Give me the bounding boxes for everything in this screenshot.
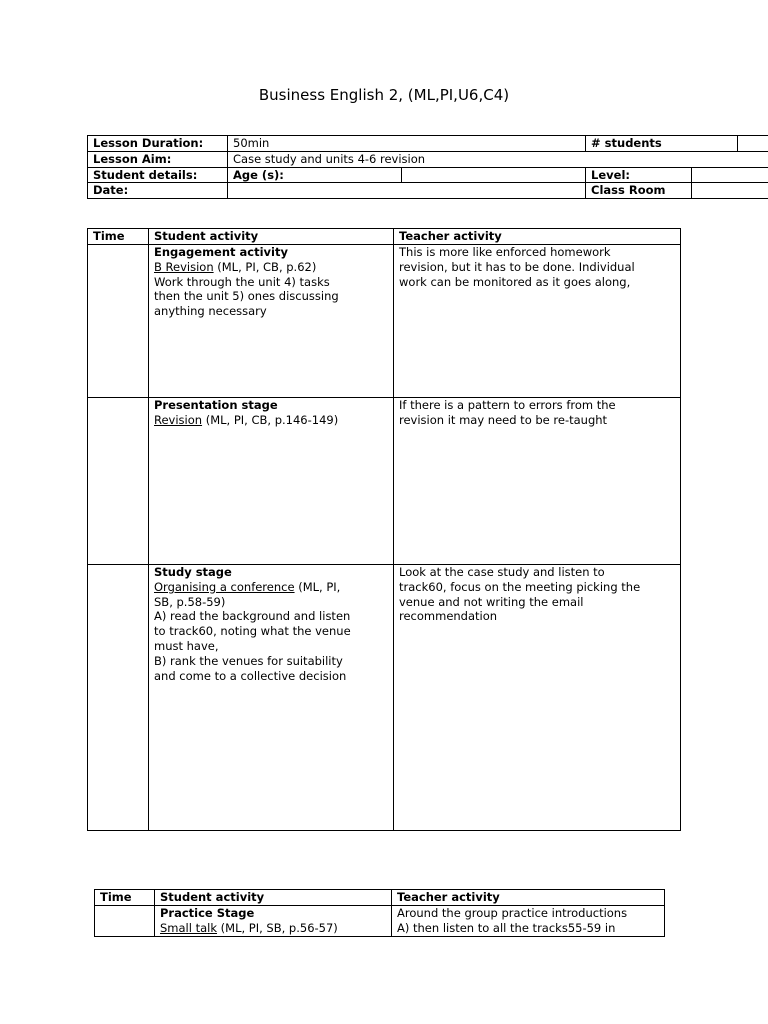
- teacher-line: recommendation: [399, 609, 498, 624]
- student-activity-cell: [149, 245, 394, 398]
- students-value: [738, 136, 768, 152]
- page-title: Business English 2, (ML,PI,U6,C4): [258, 86, 510, 104]
- student-activity-cell: [155, 905, 392, 936]
- teacher-line: If there is a pattern to errors from the: [399, 398, 616, 412]
- activity-link: B Revision: [154, 259, 214, 274]
- time-header: Time: [88, 229, 149, 245]
- teacher-line: This is more like enforced homework: [399, 245, 611, 259]
- student-activity-header: Student activity: [155, 890, 392, 906]
- time-cell: [88, 245, 149, 398]
- teacher-activity-header: Teacher activity: [392, 890, 665, 906]
- student-activity-header: Student activity: [149, 229, 394, 245]
- activity-line: B) rank the venues for suitability: [154, 653, 343, 668]
- activity-line: anything necessary: [154, 304, 267, 319]
- activity-line: A) read the background and listen: [154, 609, 351, 624]
- table-row: [88, 565, 681, 831]
- teacher-activity-cell: [394, 565, 681, 831]
- time-header: Time: [95, 890, 155, 906]
- teacher-line: A) then listen to all the tracks55-59 in: [397, 920, 616, 935]
- time-cell: [95, 905, 155, 936]
- student-activity-cell: [149, 565, 394, 831]
- activity-line: SB, p.58-59): [154, 594, 226, 609]
- activity-line: then the unit 5) ones discussing: [154, 289, 339, 304]
- lesson-plan-table: [87, 228, 681, 831]
- activity-line: must have,: [154, 638, 219, 653]
- teacher-line: Look at the case study and listen to: [399, 565, 605, 579]
- teacher-activity-cell: [392, 905, 665, 936]
- activity-link: Revision: [154, 412, 203, 427]
- teacher-activity-header: Teacher activity: [394, 229, 681, 245]
- activity-link: Small talk: [160, 920, 218, 935]
- class-room-label: Class Room: [586, 183, 692, 199]
- lesson-aim-value: Case study and units 4-6 revision: [228, 151, 768, 167]
- stage-title: Practice Stage: [160, 905, 255, 920]
- stage-title: Presentation stage: [154, 398, 278, 412]
- lesson-plan-table-continued: [94, 889, 665, 937]
- teacher-activity-cell: [394, 245, 681, 398]
- table-row: [88, 245, 681, 398]
- age-value: [402, 167, 586, 183]
- activity-reference: (ML, PI,: [294, 579, 341, 594]
- activity-link: Organising a conference: [154, 579, 295, 594]
- age-label: Age (s):: [228, 167, 402, 183]
- teacher-line: work can be monitored as it goes along,: [399, 274, 631, 289]
- lesson-duration-value: 50min: [228, 136, 586, 152]
- teacher-activity-cell: [394, 398, 681, 565]
- level-label: Level:: [586, 167, 692, 183]
- students-label: # students: [586, 136, 738, 152]
- teacher-line: revision it may need to be re-taught: [399, 412, 608, 427]
- stage-title: Study stage: [154, 565, 232, 579]
- teacher-line: track60, focus on the meeting picking the: [399, 579, 641, 594]
- activity-reference: (ML, PI, CB, p.62): [213, 259, 317, 274]
- table-row: [88, 398, 681, 565]
- lesson-duration-label: Lesson Duration:: [88, 136, 228, 152]
- teacher-line: revision, but it has to be done. Individual: [399, 259, 635, 274]
- time-cell: [88, 565, 149, 831]
- teacher-line: venue and not writing the email: [399, 594, 584, 609]
- date-label: Date:: [88, 183, 228, 199]
- time-cell: [88, 398, 149, 565]
- level-value: [692, 167, 768, 183]
- date-value: [228, 183, 586, 199]
- table-row: [95, 905, 665, 936]
- activity-line: Work through the unit 4) tasks: [154, 274, 330, 289]
- activity-line: and come to a collective decision: [154, 668, 347, 683]
- stage-title: Engagement activity: [154, 245, 288, 259]
- activity-line: to track60, noting what the venue: [154, 624, 351, 639]
- activity-reference: (ML, PI, CB, p.146-149): [202, 412, 339, 427]
- teacher-line: Around the group practice introductions: [397, 905, 628, 920]
- class-room-value: [692, 183, 768, 199]
- lesson-info-table: [87, 135, 768, 199]
- activity-reference: (ML, PI, SB, p.56-57): [217, 920, 338, 935]
- student-activity-cell: [149, 398, 394, 565]
- lesson-aim-label: Lesson Aim:: [88, 151, 228, 167]
- student-details-label: Student details:: [88, 167, 228, 183]
